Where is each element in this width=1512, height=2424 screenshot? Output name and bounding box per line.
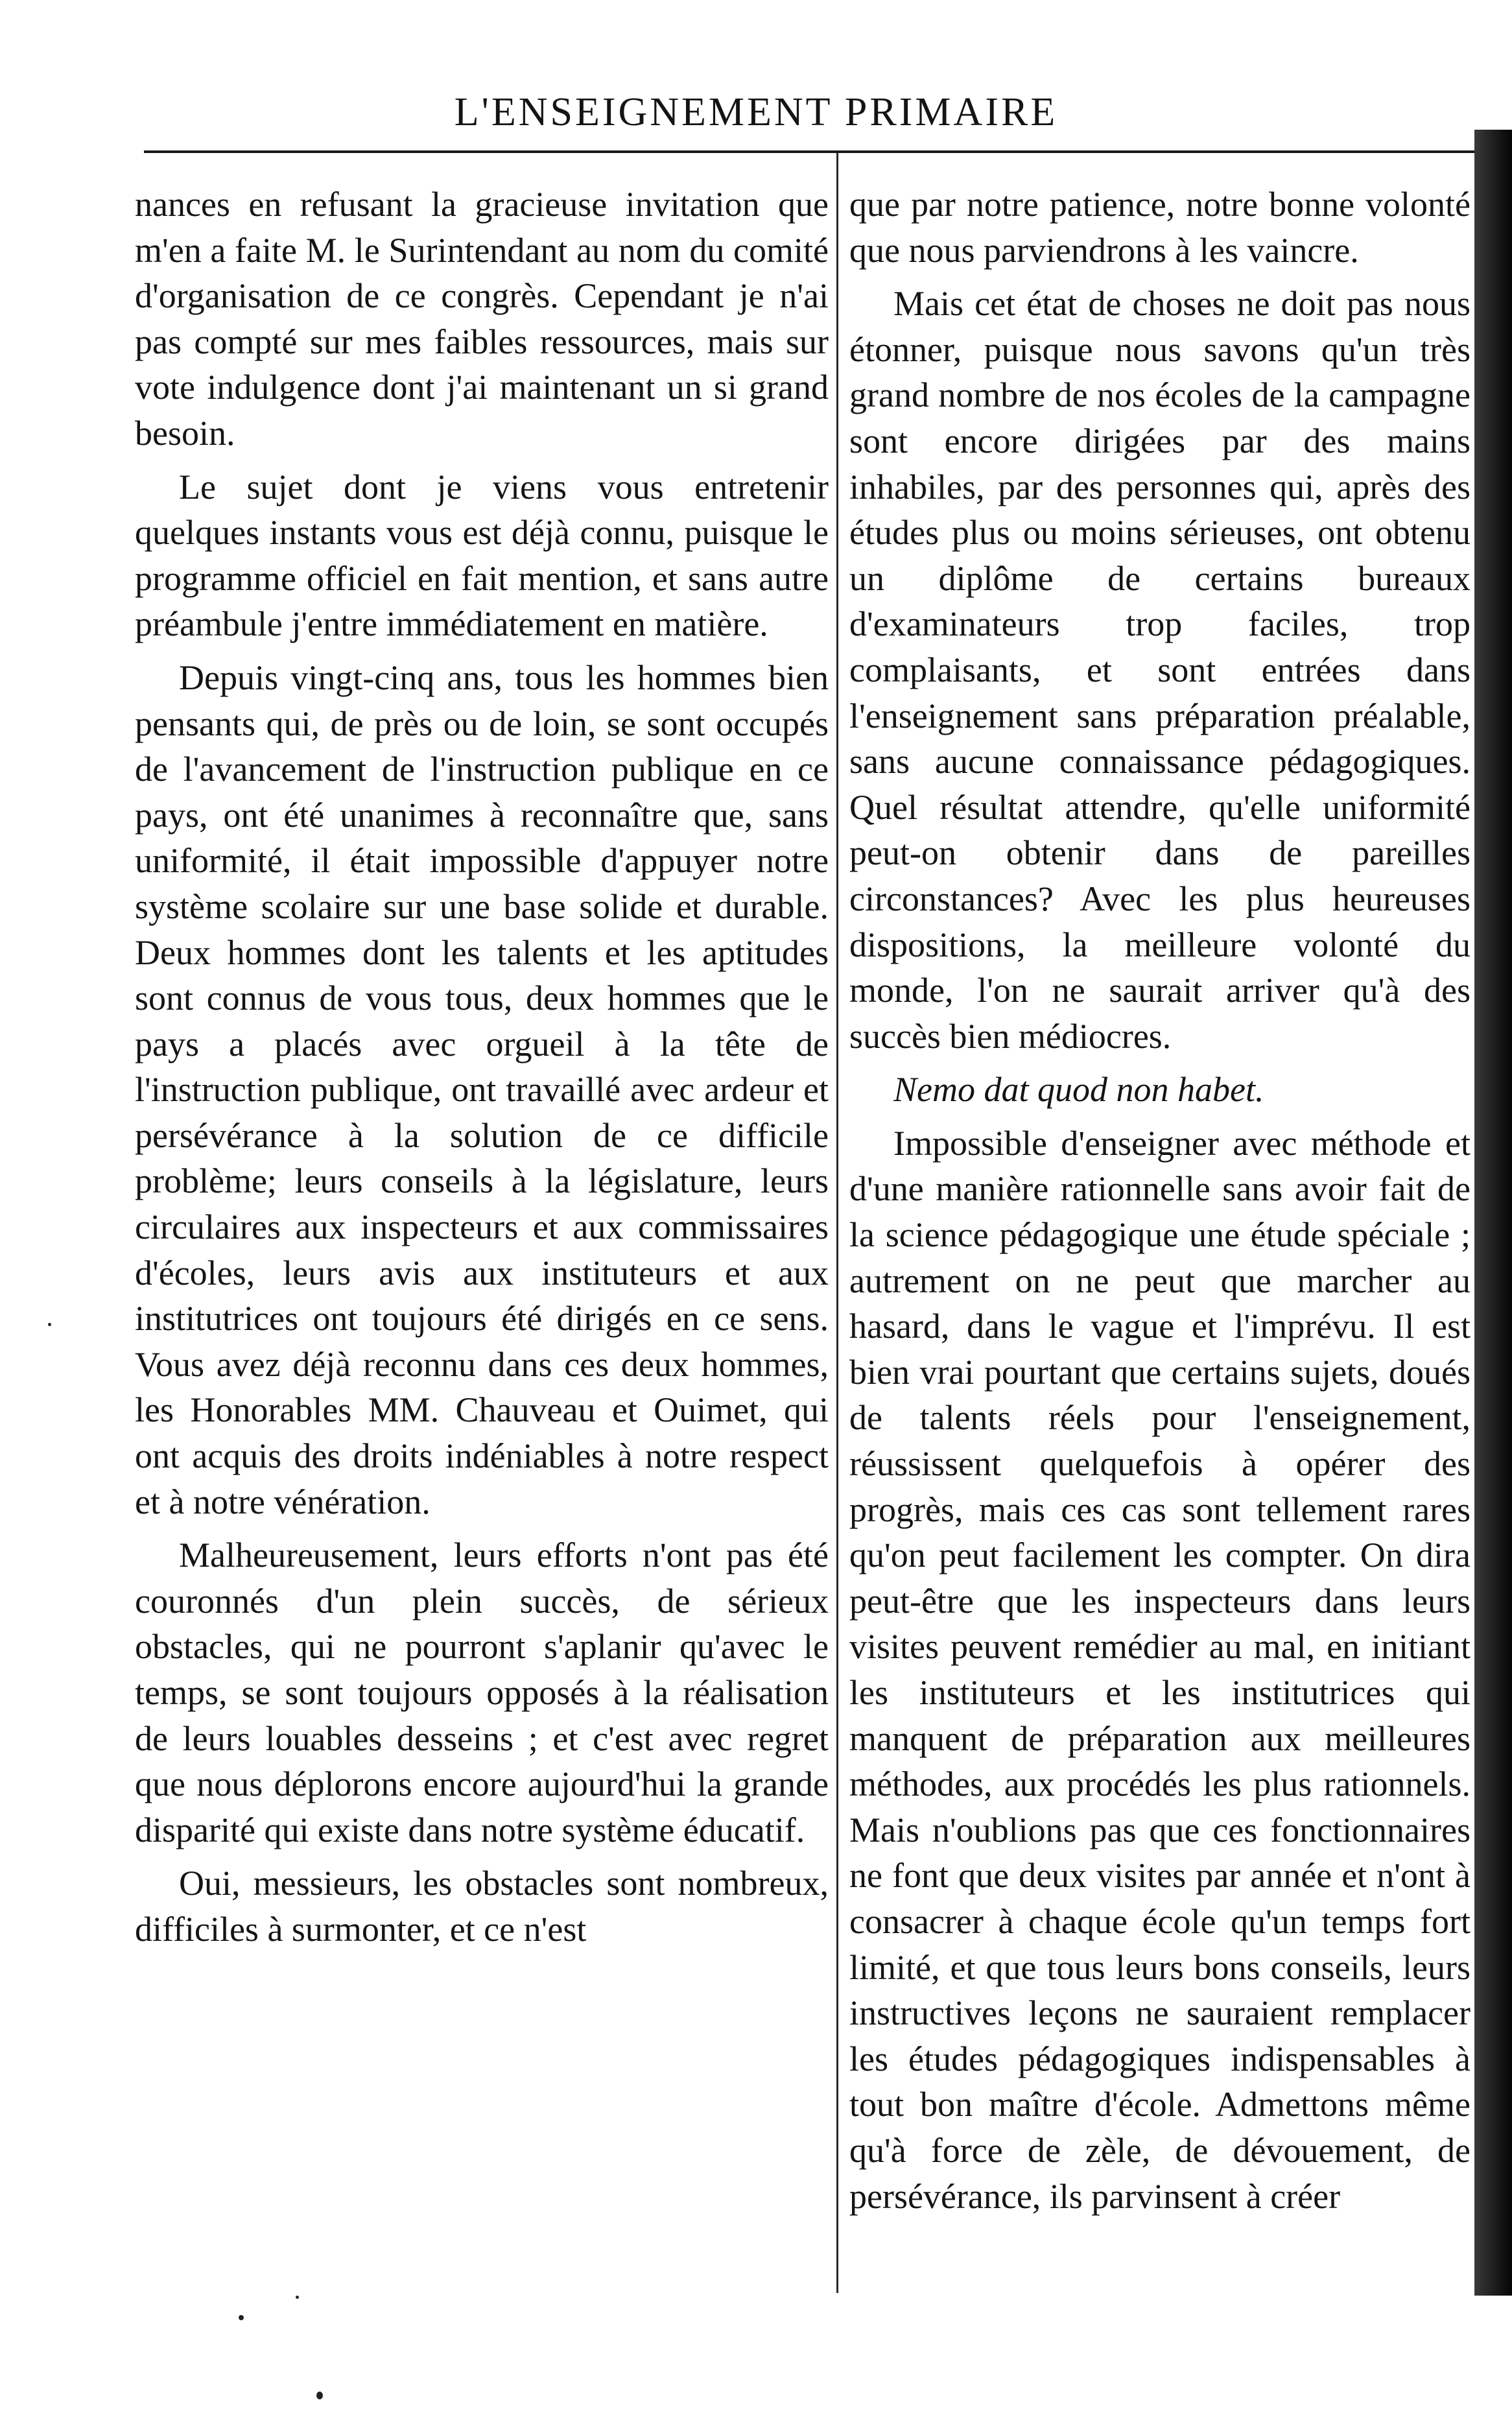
right-paragraph-1: que par notre patience, notre bonne volonté que nous parviendrons à les vaincre. bbox=[849, 185, 1471, 270]
ink-speck bbox=[296, 2296, 299, 2299]
ink-speck bbox=[239, 2315, 244, 2320]
left-column bbox=[135, 182, 829, 2283]
column-divider bbox=[836, 153, 838, 2293]
scan-binding-shadow bbox=[1474, 130, 1512, 2296]
ink-speck bbox=[48, 1323, 51, 1326]
left-paragraph-2: Le sujet dont je viens vous entretenir quelques instants vous est déjà connu, puisque le programme officiel en fait mention, et sans autre préambule j'entre immédiatement en matière. bbox=[135, 467, 829, 644]
right-column bbox=[849, 182, 1471, 2283]
latin-maxim: Nemo dat quod non habet. bbox=[893, 1070, 1264, 1110]
header-rule bbox=[144, 150, 1474, 153]
left-paragraph-3: Depuis vingt-cinq ans, tous les hommes bien pensants qui, de près ou de loin, se sont occupés de l'avancement de l'instruction publique en ce pays, ont été unanimes à reconnaître que, sans uniformité, il était impossible d'appuyer notre système scolaire sur une base solide et durable. Deux hommes dont les talents et les aptitudes sont connus de vous tous, deux hommes que le pays a placés avec orgueil à la tête de l'instruction publique, ont travaillé avec ardeur et persévérance à la solution de ce difficile problème; leurs conseils à la législature, leurs circulaires aux inspecteurs et aux commissaires d'écoles, leurs avis aux instituteurs et aux institutrices ont toujours été dirigés en ce sens. Vous avez déjà reconnu dans ces deux hommes, les Honorables MM. Chauveau et Ouimet, qui ont acquis des droits indéniables à notre respect et à notre vénération. bbox=[135, 658, 829, 1521]
left-paragraph-5: Oui, messieurs, les obstacles sont nombreux, difficiles à surmonter, et ce n'est bbox=[135, 1864, 829, 1949]
right-paragraph-4: Impossible d'enseigner avec méthode et d'une manière rationnelle sans avoir fait de la science pédagogique une étude spéciale ; autrement on ne peut que marcher au hasard, dans le vague et l'imprévu. Il est bien vrai pourtant que certains sujets, doués de talents réels pour l'enseignement, réussissent quelquefois à opérer des progrès, mais ces cas sont tellement rares qu'on peut facilement les compter. On dira peut-être que les inspecteurs dans leurs visites peuvent remédier au mal, en initiant les instituteurs et les institutrices qui manquent de préparation aux meilleures méthodes, aux procédés les plus rationnels. Mais n'oublions pas que ces fonctionnaires ne font que deux visites par année et n'ont à consacrer à chaque école qu'un temps fort limité, et que tous leurs bons conseils, leurs instructives leçons ne sauraient remplacer les études pédagogiques indispensables à tout bon maître d'école. Admettons même qu'à force de zèle, de dévouement, de persévérance, ils parvinsent à créer bbox=[849, 1123, 1471, 2216]
ink-speck bbox=[316, 2392, 323, 2399]
left-paragraph-1: nances en refusant la gracieuse invitation que m'en a faite M. le Surintendant au nom du comité d'organisation de ce congrès. Cependant je n'ai pas compté sur mes faibles ressources, mais sur vote indulgence dont j'ai maintenant un si grand besoin. bbox=[135, 185, 829, 453]
right-paragraph-2: Mais cet état de choses ne doit pas nous étonner, puisque nous savons qu'un très grand nombre de nos écoles de la campagne sont encore dirigées par des mains inhabiles, par des personnes qui, après des études plus ou moins sérieuses, ont obtenu un diplôme de certains bureaux d'examinateurs trop faciles, trop complaisants, et sont entrées dans l'enseignement sans préparation préalable, sans aucune connaissance pédagogiques. Quel résultat attendre, qu'elle uniformité peut-on obtenir dans de pareilles circonstances? Avec les plus heureuses dispositions, la meilleure volonté du monde, l'on ne saurait arriver qu'à des succès bien médiocres. bbox=[849, 284, 1471, 1056]
left-paragraph-4: Malheureusement, leurs efforts n'ont pas été couronnés d'un plein succès, de sérieux obstacles, qui ne pourront s'aplanir qu'avec le temps, se sont toujours opposés à la réalisation de leurs louables desseins ; et c'est avec regret que nous déplorons encore aujourd'hui la grande disparité qui existe dans notre système éducatif. bbox=[135, 1536, 829, 1849]
running-header: L'ENSEIGNEMENT PRIMAIRE bbox=[454, 90, 1058, 134]
